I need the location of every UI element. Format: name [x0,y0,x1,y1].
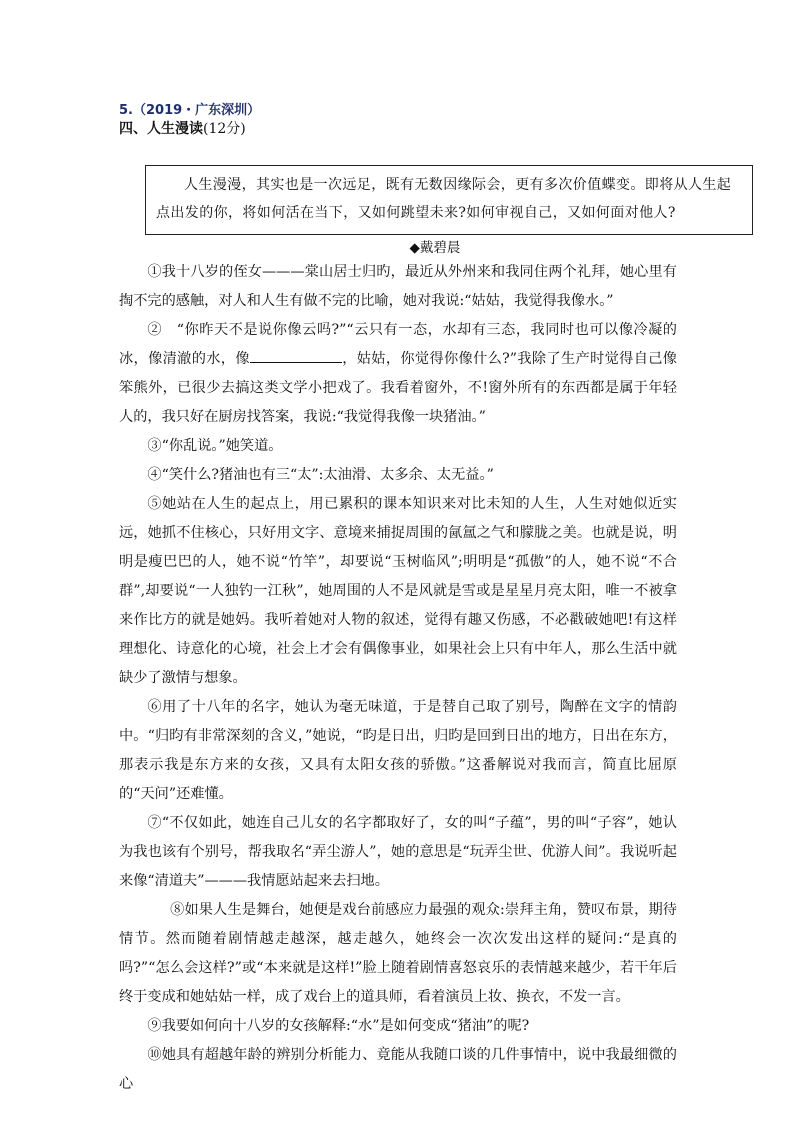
question-number: 5.（2019・广东深圳） [119,103,261,118]
paragraph-9: ⑨我要如何向十八岁的女孩解释:“水”是如何变成“猪油”的呢? [147,1018,530,1034]
section-title [119,118,246,138]
paragraph-3: ③“你乱说。”她笑道。 [147,438,283,454]
paragraph-2-part-a: ② “你昨天不是说你像云吗?”“云只有一态，水却有三态，我同时也可以像冷凝的冰，像清澈的水，像 [119,322,677,367]
paragraph-6: ⑥用了十八年的名字，她认为毫无味道，于是替自己取了别号，陶醉在文字的情韵中。“归昀有非常深刻的含义，”她说，“昀是日出，归昀是回到日出的地方，日出在东方，那表示我是东方来的女孩，又具有太阳女孩的骄傲。”这番解说对我而言，简直比屈原的“天问”还难懂。 [119,699,677,802]
author-name: ◆戴碧晨 [409,240,461,256]
paragraph-1: ①我十八岁的侄女———棠山居士归旳，最近从外州来和我同住两个礼拜，她心里有掏不完的感触，对人和人生有做不完的比喻，她对我说:“姑姑，我觉得我像水。” [119,264,677,309]
intro-text: 人生漫漫，其实也是一次远足，既有无数因缘际会，更有多次价值蝶变。即将从人生起点出发的你，将如何活在当下，又如何跳望未来?如何审视自己，又如何面对他人? [156,177,732,221]
fill-in-blank[interactable] [250,348,342,363]
paragraph-2-part-b: ，姑姑，你觉得你像什么?”我除了生产时觉得自己像笨熊外，已很少去搞这类文学小把戏了。我看着窗外，不!窗外所有的东西都是属于年轻人的，我只好在厨房找答案，我说:“我觉得我像一块猪油。” [119,351,677,425]
section-heading: 四、人生漫读 [119,121,203,137]
paragraph-10: ⑩她具有超越年龄的辨别分析能力、竟能从我随口谈的几件事情中，说中我最细微的心 [119,1047,677,1092]
paragraph-8: ⑧如果人生是舞台，她便是戏台前感应力最强的观众:崇拜主角，赞叹布景，期待情节。然而随着剧情越走越深，越走越久，她终会一次次发出这样的疑问:“是真的吗?”“怎么会这样?”或“本来就是这样!”脸上随着剧情喜怒哀乐的表情越来越少，若干年后终于变成和她姑姑一样，成了戏台上的道具师，看着演员上妆、换衣，不发一言。 [119,902,677,1005]
intro-box [145,165,753,235]
section-score: (12分) [203,121,246,137]
article-author [0,236,794,256]
article-body [119,258,677,1099]
paragraph-2 [119,316,677,432]
paragraph-4: ④“笑什么?猪油也有三“太”:太油滑、太多余、太无益。” [147,467,494,483]
paragraph-7: ⑦“不仅如此，她连自己儿女的名字都取好了，女的叫“子蕴”，男的叫“子容”，她认为我也该有个别号，帮我取名“弄尘游人”，她的意思是“玩弄尘世、优游人间”。我说听起来像“清道夫”———我情愿站起来去扫地。 [119,815,677,889]
paragraph-5: ⑤她站在人生的起点上，用已累积的课本知识来对比未知的人生，人生对她似近实远，她抓不住核心，只好用文字、意境来捕捉周围的氤氲之气和朦胧之美。也就是说，明明是瘦巴巴的人，她不说“竹竿”，却要说“玉树临风”;明明是“孤傲”的人，她不说“不合群”,却要说“一人独钓一江秋”，她周围的人不是风就是雪或是星星月亮太阳，唯一不被拿来作比方的就是她妈。我听着她对人物的叙述，觉得有趣又伤感，不必戳破她吧!有这样理想化、诗意化的心境，社会上才会有偶像事业，如果社会上只有中年人，那么生活中就缺少了激情与想象。 [119,496,677,686]
